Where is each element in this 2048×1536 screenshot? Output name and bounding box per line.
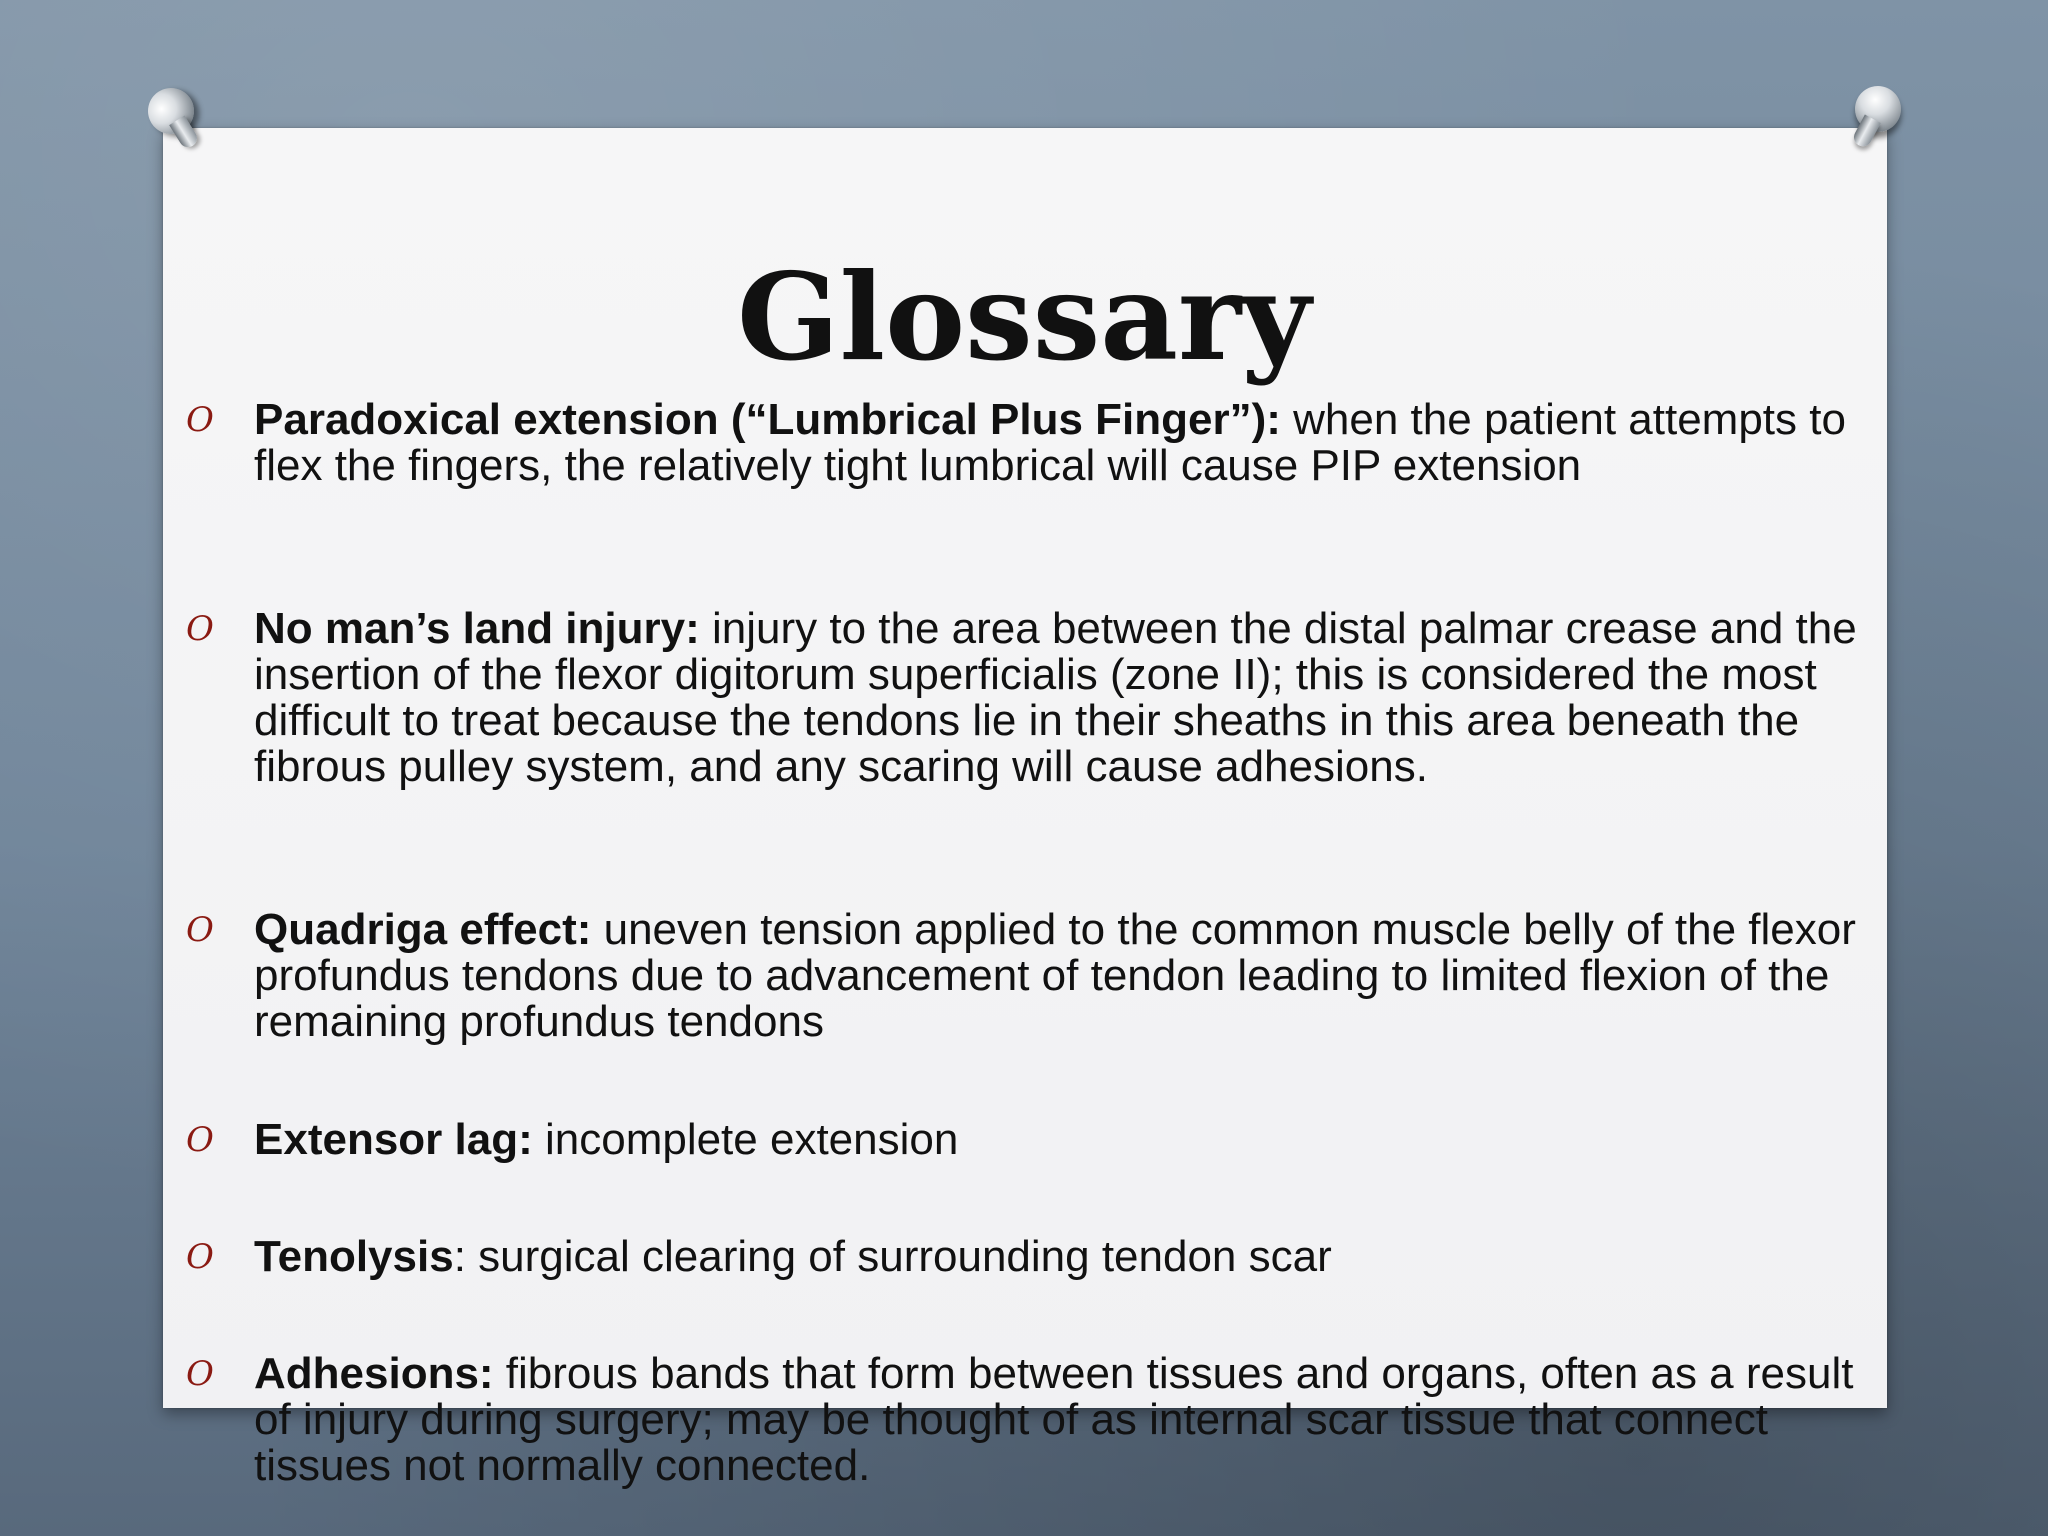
bullet-icon: O: [186, 1237, 214, 1277]
glossary-definition: when the patient attempts to flex the fingers, the relatively tight lumbrical will cause PIP extension: [254, 395, 1846, 490]
pushpin-icon: [139, 79, 202, 142]
glossary-definition: fibrous bands that form between tissues and organs, often as a result of injury during surgery; may be thought of as internal scar tissue that connect tissues not normally connected.: [254, 1349, 1854, 1490]
bullet-icon: O: [186, 1354, 214, 1394]
glossary-definition: injury to the area between the distal palmar crease and the insertion of the flexor digitorum superficialis (zone II); this is considered the most difficult to treat because the tendons lie in their sheaths in this area beneath the fibrous pulley system, and any scaring will cause adhesions.: [254, 604, 1857, 791]
glossary-entry: [254, 606, 1864, 790]
glossary-term: Quadriga effect:: [254, 905, 592, 954]
glossary-definition: : surgical clearing of surrounding tendon scar: [453, 1232, 1332, 1281]
glossary-definition: uneven tension applied to the common muscle belly of the flexor profundus tendons due to advancement of tendon leading to limited flexion of the remaining profundus tendons: [254, 905, 1856, 1046]
glossary-term: Extensor lag:: [254, 1115, 533, 1164]
glossary-term: No man’s land injury:: [254, 604, 700, 653]
bullet-icon: O: [186, 910, 214, 950]
glossary-term: Tenolysis: [254, 1232, 454, 1281]
bullet-icon: O: [186, 609, 214, 649]
glossary-entry: [254, 1234, 1864, 1280]
bullet-icon: O: [186, 400, 214, 440]
glossary-entry: [254, 907, 1864, 1045]
glossary-definition: incomplete extension: [532, 1115, 959, 1164]
glossary-term: Adhesions:: [254, 1349, 494, 1398]
glossary-entry: [254, 1351, 1864, 1489]
glossary-entry: [254, 1117, 1864, 1163]
pushpin-icon: [1847, 78, 1909, 140]
slide-title: Glossary: [737, 247, 1311, 388]
glossary-entry: [254, 397, 1864, 489]
glossary-term: Paradoxical extension (“Lumbrical Plus Finger”):: [254, 395, 1281, 444]
bullet-icon: O: [186, 1120, 214, 1160]
